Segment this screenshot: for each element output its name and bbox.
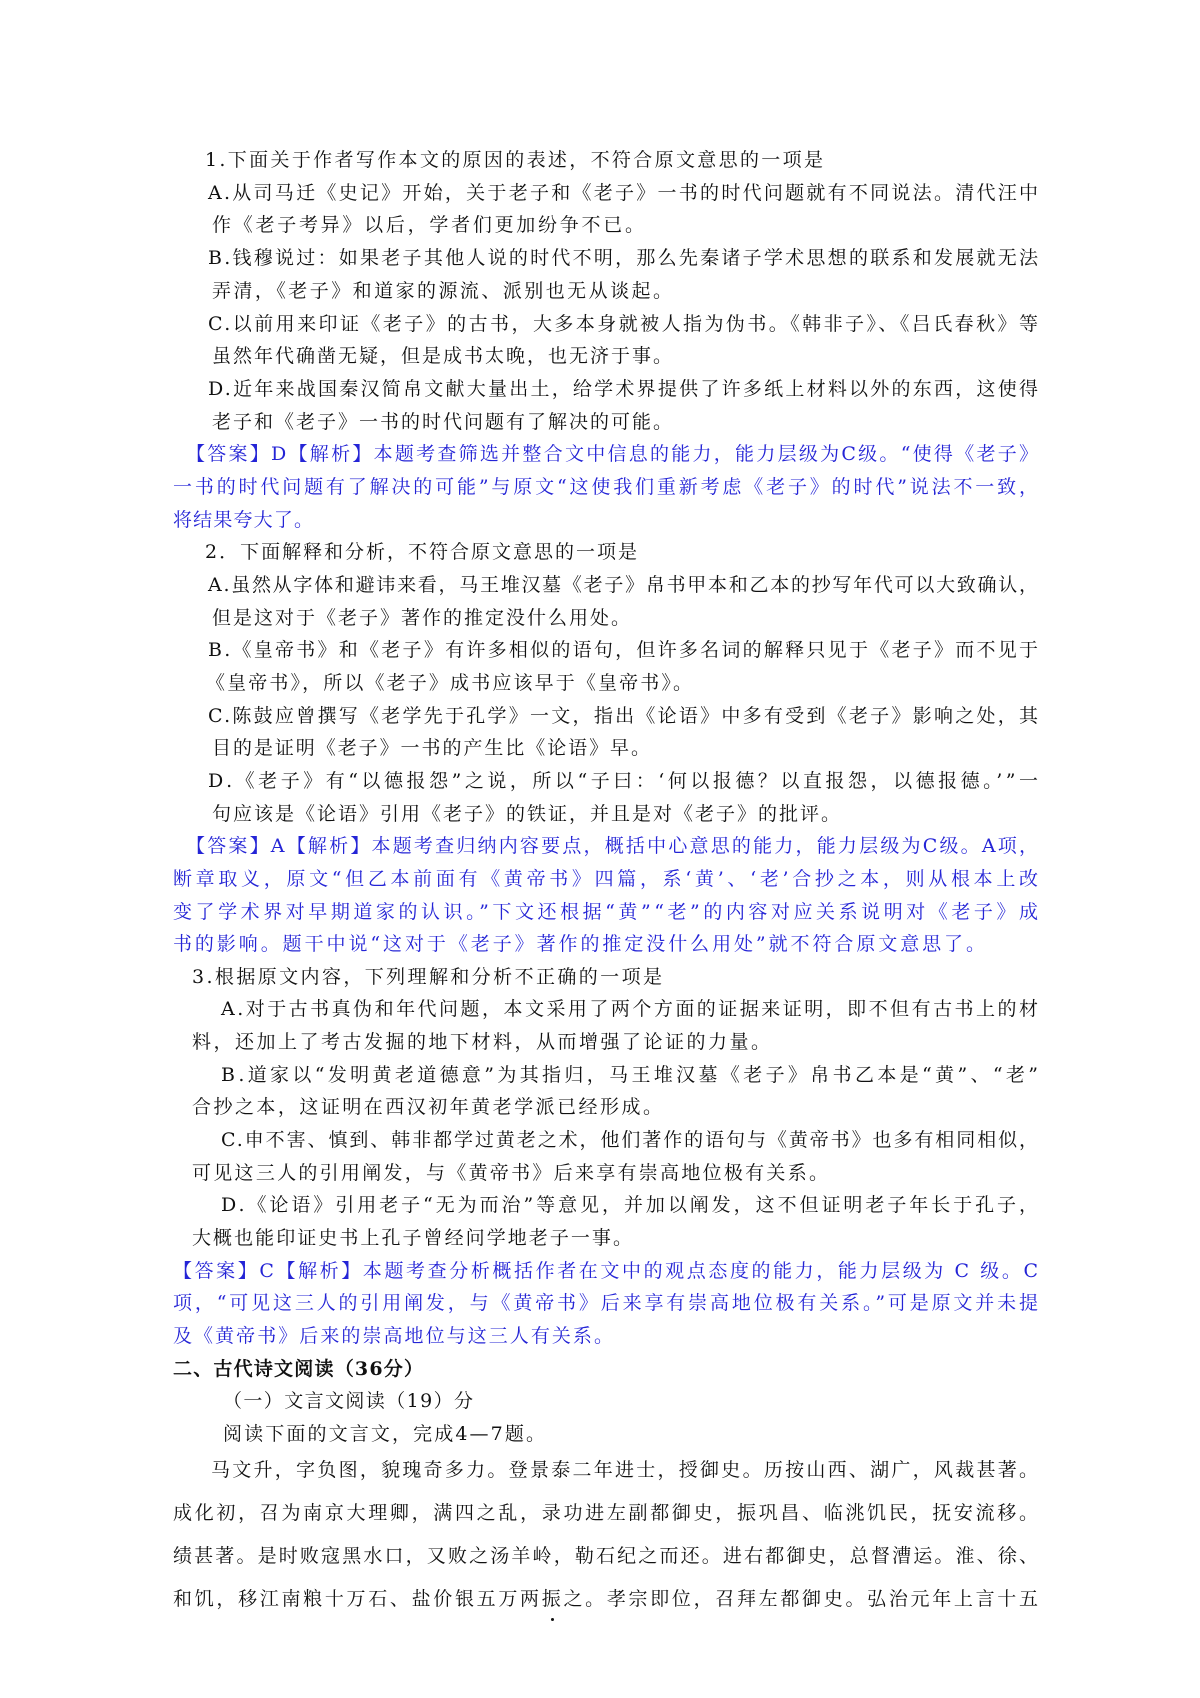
text-line: 3.根据原文内容，下列理解和分析不正确的一项是 — [192, 966, 665, 988]
text-line: 和饥，移江南粮十万石、盐价银五万两振之。孝宗即位，召拜左都御史。弘治元年上言十五 — [173, 1588, 1041, 1610]
text-line: 句应该是《论语》引用《老子》的铁证，并且是对《老子》的批评。 — [212, 803, 842, 825]
text-line: 可见这三人的引用阐发，与《黄帝书》后来享有崇高地位极有关系。 — [192, 1162, 831, 1184]
text-line: D.《论语》引用老子“无为而治”等意见，并加以阐发，这不但证明老子年长于孔子， — [221, 1194, 1041, 1216]
text-line: A.从司马迁《史记》开始，关于老子和《老子》一书的时代问题就有不同说法。清代汪中 — [208, 182, 1041, 204]
text-line: 【答案】D【解析】本题考查筛选并整合文中信息的能力，能力层级为C级。“使得《老子》 — [186, 443, 1041, 465]
text-line: 但是这对于《老子》著作的推定没什么用处。 — [212, 607, 632, 629]
text-line: D.近年来战国秦汉简帛文献大量出土，给学术界提供了许多纸上材料以外的东西，这使得 — [208, 378, 1041, 400]
text-line: B.《皇帝书》和《老子》有许多相似的语句，但许多名词的解释只见于《老子》而不见于 — [208, 639, 1041, 661]
text-line: 二、古代诗文阅读（36分） — [173, 1358, 425, 1380]
text-line: D.《老子》有“以德报怨”之说，所以“子曰：‘何以报德？以直报怨，以德报德。’”一 — [208, 770, 1042, 792]
text-line: 将结果夸大了。 — [173, 509, 315, 531]
text-line: 大概也能印证史书上孔子曾经问学地老子一事。 — [192, 1227, 635, 1249]
text-line: 虽然年代确凿无疑，但是成书太晚，也无济于事。 — [212, 345, 674, 367]
text-line: 合抄之本，这证明在西汉初年黄老学派已经形成。 — [192, 1096, 665, 1118]
text-line: 【答案】A【解析】本题考查归纳内容要点，概括中心意思的能力，能力层级为C级。A项， — [186, 835, 1041, 857]
text-line: C.申不害、慎到、韩非都学过黄老之术，他们著作的语句与《黄帝书》也多有相同相似， — [221, 1129, 1040, 1151]
text-line: 成化初，召为南京大理卿，满四之乱，录功进左副都御史，振巩昌、临洮饥民，抚安流移。 — [173, 1502, 1041, 1524]
text-line: 断章取义，原文“但乙本前面有《黄帝书》四篇，系‘黄’、‘老’合抄之本，则从根本上改 — [173, 868, 1042, 890]
text-line: 作《老子考异》以后，学者们更加纷争不已。 — [212, 214, 647, 236]
text-line: 书的影响。题干中说“这对于《老子》著作的推定没什么用处”就不符合原文意思了。 — [173, 933, 988, 955]
text-line: 阅读下面的文言文，完成4—7题。 — [223, 1423, 548, 1445]
text-line: C.陈鼓应曾撰写《老学先于孔学》一文，指出《论语》中多有受到《老子》影响之处，其 — [208, 705, 1041, 727]
text-line: 项，“可见这三人的引用阐发，与《黄帝书》后来享有崇高地位极有关系。”可是原文并未提 — [173, 1292, 1041, 1314]
text-line: B.钱穆说过：如果老子其他人说的时代不明，那么先秦诸子学术思想的联系和发展就无法 — [208, 247, 1041, 269]
text-line: （一）文言文阅读（19）分 — [223, 1390, 475, 1412]
text-line: 老子和《老子》一书的时代问题有了解决的可能。 — [212, 411, 674, 433]
text-line: 及《黄帝书》后来的崇高地位与这三人有关系。 — [173, 1325, 616, 1347]
text-line: B.道家以“发明黄老道德意”为其指归，马王堆汉墓《老子》帛书乙本是“黄”、“老” — [221, 1064, 1042, 1086]
text-line: 《皇帝书》，所以《老子》成书应该早于《皇帝书》。 — [206, 672, 695, 694]
text-line: 目的是证明《老子》一书的产生比《论语》早。 — [212, 737, 652, 759]
text-line: 【答案】C【解析】本题考查分析概括作者在文中的观点态度的能力，能力层级为 C 级。C — [173, 1260, 1041, 1282]
text-line: 变了学术界对早期道家的认识。”下文还根据“黄”“老”的内容对应关系说明对《老子》成 — [173, 901, 1042, 923]
text-line: A.对于古书真伪和年代问题，本文采用了两个方面的证据来证明，即不但有古书上的材 — [221, 998, 1041, 1020]
text-line: C.以前用来印证《老子》的古书，大多本身就被人指为伪书。《韩非子》、《吕氏春秋》等 — [208, 313, 1041, 335]
text-line: 弄清，《老子》和道家的源流、派别也无从谈起。 — [212, 280, 675, 302]
text-line: 1.下面关于作者写作本文的原因的表述，不符合原文意思的一项是 — [205, 149, 826, 171]
text-line: 绩甚著。是时败寇黑水口，又败之汤羊岭，勒石纪之而还。进右都御史，总督漕运。淮、徐、 — [173, 1545, 1041, 1567]
text-line: 料，还加上了考古发掘的地下材料，从而增强了论证的力量。 — [192, 1031, 773, 1053]
text-line: 一书的时代问题有了解决的可能”与原文“这使我们重新考虑《老子》的时代”说法不一致， — [173, 476, 1041, 498]
text-line: A.虽然从字体和避讳来看，马王堆汉墓《老子》帛书甲本和乙本的抄写年代可以大致确认， — [208, 574, 1040, 596]
emphasis-dot-char: 振 — [541, 1588, 564, 1610]
text-line: 2．下面解释和分析，不符合原文意思的一项是 — [205, 541, 639, 563]
text-line: 马文升，字负图，貌瑰奇多力。登景泰二年进士，授御史。历按山西、湖广，风裁甚著。 — [211, 1459, 1041, 1481]
